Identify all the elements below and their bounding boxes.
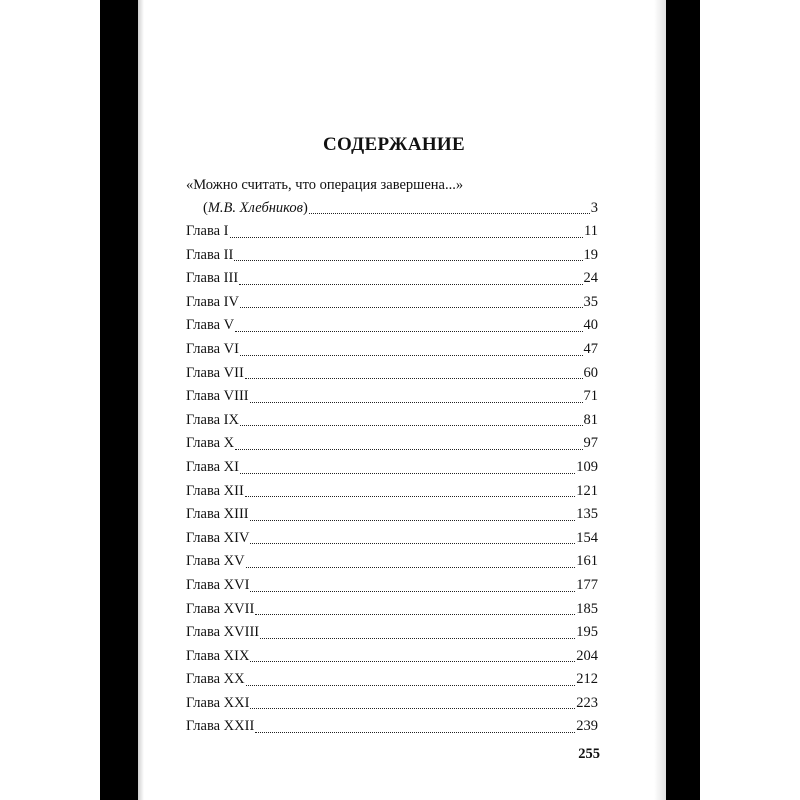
toc-page-number: 121 [576,482,598,499]
toc-entry[interactable] [186,668,598,692]
toc-page-number: 185 [576,600,598,617]
toc-entry-label: Глава XIV [186,529,250,546]
toc-entry-label: Глава XXI [186,694,250,711]
toc-page-number: 11 [584,223,598,239]
toc-page-number: 71 [583,388,598,405]
toc-entry[interactable] [186,385,598,409]
toc-intro-title: «Можно считать, что операция завершена...» [186,177,464,193]
toc-entry[interactable] [186,645,598,669]
toc-page-number: 81 [583,411,598,428]
toc-page-number: 97 [583,435,598,452]
toc-intro-entry[interactable] [186,196,598,220]
page-number: 255 [578,746,600,762]
toc-entry-label: Глава XVI [186,576,250,593]
toc-entry-label: Глава IX [186,411,239,428]
dot-leader [255,731,575,733]
toc-entry-label: Глава XVIII [186,624,260,641]
dot-leader [234,259,582,261]
dot-leader [250,707,575,709]
toc-entry[interactable] [186,409,598,433]
toc-entry-label: Глава XIX [186,647,250,664]
toc-entry-label: Глава XVII [186,600,255,617]
toc-entry[interactable] [186,550,598,574]
toc-entry[interactable] [186,267,598,291]
toc-entry-label: Глава VII [186,364,244,381]
chapter-list [186,220,598,739]
toc-page-number: 3 [590,200,598,216]
dot-leader [250,519,576,521]
dot-leader [250,660,575,662]
dot-leader [235,330,582,332]
toc-page-number: 109 [576,458,598,475]
dot-leader [246,566,576,568]
dot-leader [309,212,590,214]
toc-page-number: 177 [576,576,598,593]
toc-page-number: 195 [576,624,598,641]
toc-page-number: 154 [576,529,598,546]
toc-entry[interactable] [186,220,598,244]
page-title: СОДЕРЖАНИЕ [323,134,465,155]
dot-leader [250,542,575,544]
toc-entry-label: Глава III [186,270,239,287]
author-close-paren: ) [302,200,308,216]
toc-entry[interactable] [186,527,598,551]
toc-entry-label: Глава VIII [186,388,249,405]
toc-entry[interactable] [186,621,598,645]
toc-entry[interactable] [186,456,598,480]
toc-entry-label: Глава II [186,246,234,263]
toc-intro-author [203,196,308,220]
toc-entry[interactable] [186,338,598,362]
toc-page-number: 24 [583,270,598,287]
dot-leader [239,283,582,285]
dot-leader [246,684,576,686]
right-page-edge-shadow [654,0,666,800]
toc-entry[interactable] [186,598,598,622]
author-open-paren: ( [203,200,208,216]
toc-entry-label: Глава XIII [186,506,249,523]
toc-entry[interactable] [186,432,598,456]
dot-leader [245,377,583,379]
toc-entry[interactable] [186,503,598,527]
toc-page-number: 40 [583,317,598,334]
toc-entry[interactable] [186,574,598,598]
toc-entry-label: Глава XXII [186,718,255,735]
toc-entry[interactable] [186,291,598,315]
toc-entry[interactable] [186,362,598,386]
toc-page-number: 223 [576,694,598,711]
toc-entry-label: Глава XI [186,458,239,475]
toc-entry-label: Глава XX [186,671,245,688]
dot-leader [240,306,583,308]
dot-leader [245,495,575,497]
author-name: М.В. Хлебников [207,200,303,216]
toc-entry-label: Глава XV [186,553,245,570]
toc-entry-label: Глава XII [186,482,244,499]
table-of-contents [186,174,598,739]
toc-entry-label: Глава VI [186,340,239,357]
toc-page-number: 35 [583,293,598,310]
toc-entry-label: Глава X [186,435,235,452]
toc-entry[interactable] [186,314,598,338]
dot-leader [255,613,575,615]
dot-leader [240,472,575,474]
toc-page-number: 19 [583,246,598,263]
toc-page-number: 135 [576,506,598,523]
toc-entry-label: Глава IV [186,293,239,310]
dot-leader [240,354,583,356]
toc-entry[interactable] [186,244,598,268]
toc-page-number: 161 [576,553,598,570]
dot-leader [235,448,582,450]
left-black-border [100,0,138,800]
toc-page-number: 60 [583,364,598,381]
dot-leader [240,424,583,426]
dot-leader [260,637,575,639]
toc-page-number: 47 [583,340,598,357]
dot-leader [230,236,584,238]
right-black-border [666,0,700,800]
dot-leader [250,401,583,403]
toc-entry[interactable] [186,715,598,739]
toc-entry-label: Глава I [186,223,229,239]
toc-page-number: 239 [576,718,598,735]
toc-entry[interactable] [186,692,598,716]
toc-entry-label: Глава V [186,317,235,334]
toc-page-number: 204 [576,647,598,664]
toc-page-number: 212 [576,671,598,688]
dot-leader [250,590,575,592]
toc-entry[interactable] [186,480,598,504]
